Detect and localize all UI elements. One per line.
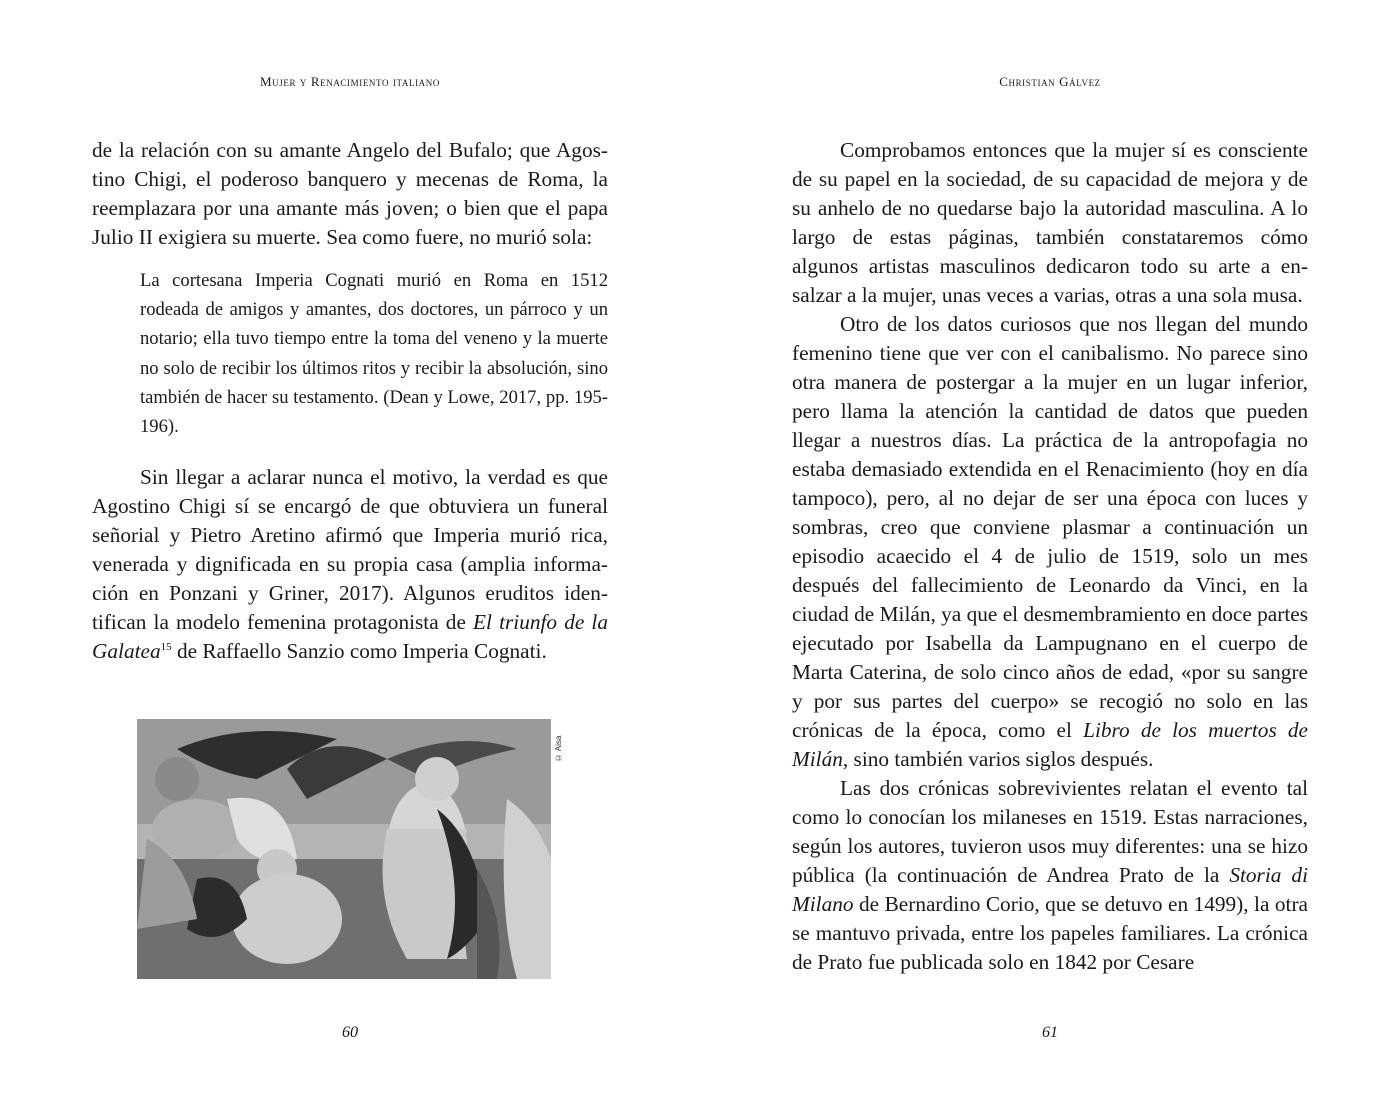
running-head-left: Mujer y Renacimiento italiano bbox=[260, 74, 440, 89]
right-page bbox=[792, 0, 1308, 1114]
artwork-title: El triunfo de la Galatea bbox=[92, 610, 608, 664]
chronicle-title: Storia di Milano bbox=[792, 863, 1308, 916]
galatea-figure bbox=[137, 719, 551, 979]
right-paragraph-2-text-a: Otro de los datos curiosos que nos llegan del mundo femenino tiene que ver con el canibalismo. No parece sino otra manera de postergar a la mujer en un lugar inferior, pero llama la atención la cantidad de datos que pueden llegar a nuestros días. La práctica de la antropofagia no estaba demasiado extendida en el Renacimiento (hoy en día tampoco), pero, al no dejar de ser una época con luces y sombras, creo que conviene plasmar a continuación un episodio acaecido el 4 de julio de 1519, solo un mes después del fallecimiento de Leonardo da Vinci, en la ciudad de Milán, ya que el desmembramiento en doce partes ejecutado por Isabella da Lampugnano en el cuerpo de Marta Caterina, de solo cinco años de edad, «por su sangre y por sus partes del cuerpo» se recogió no solo en las crónicas de la época, como el bbox=[792, 312, 1308, 742]
block-quote: La cortesana Imperia Cognati murió en Roma en 1512 rodeada de amigos y amantes, dos doctores, un párroco y un notario; ella tuvo tiempo entre la toma del veneno y la muerte no solo de recibir los últimos ritos y recibir la absolución, sino también de hacer su testamento. (Dean y Lowe, 2017, pp. 195-196). bbox=[140, 270, 608, 438]
left-paragraph-2-text-a: Sin llegar a aclarar nunca el motivo, la verdad es que Agostino Chigi sí se encargó de que obtuviera un funeral señorial y Pietro Aretino afirmó que Imperia murió rica, venerada y dignificada en su propia casa (amplia información en Ponzani y Griner, 2017). Algunos eruditos identifican la modelo femenina protagonista de bbox=[92, 465, 608, 635]
left-paragraph-1: de la relación con su amante Angelo del Bufalo; que Agostino Chigi, el poderoso banquero y mecenas de Roma, la reemplazara por una amante más joven; o bien que el papa Julio II exigiera su muerte. Sea como fuere, no murió sola: bbox=[92, 138, 608, 249]
galatea-artwork bbox=[137, 719, 551, 979]
right-paragraph-2 bbox=[792, 310, 1308, 774]
right-paragraph-3-text-a: Las dos crónicas sobrevivientes relatan el evento tal como lo conocían los milaneses en 1519. Estas narraciones, según los autores, tuvieron usos muy diferentes: una se hizo pública (la continuación de Andrea Prato de la bbox=[792, 776, 1308, 887]
page-number-left: 60 bbox=[342, 1024, 358, 1041]
right-paragraph-3 bbox=[792, 774, 1308, 977]
right-paragraph-2-text-b: sino también varios siglos después. bbox=[848, 747, 1154, 771]
right-paragraph-1: Comprobamos entonces que la mujer sí es consciente de su papel en la sociedad, de su capacidad de mejora y de su anhelo de no quedarse bajo la autoridad masculina. A lo largo de estas páginas, también constataremos cómo algunos artistas masculinos dedicaron todo su arte a ensalzar a la mujer, unas veces a varias, otras a una sola musa. bbox=[792, 138, 1308, 307]
right-body-text bbox=[792, 136, 1308, 977]
book-title: Libro de los muertos de Milán, bbox=[792, 718, 1308, 771]
figure-credit: © Aisa bbox=[554, 735, 563, 762]
left-page bbox=[92, 0, 608, 1114]
footnote-marker: 15 bbox=[160, 641, 172, 654]
left-paragraph-2-text-b: de Raffaello Sanzio como Imperia Cognati. bbox=[171, 639, 547, 664]
running-head-right: Christian Gálvez bbox=[999, 74, 1101, 89]
left-body-text bbox=[92, 136, 608, 666]
left-paragraph-2 bbox=[92, 463, 608, 666]
right-paragraph-3-text-b: de Bernardino Corio, que se detuvo en 1499), la otra se mantuvo privada, entre los papeles familiares. La crónica de Prato fue publicada solo en 1842 por Cesare bbox=[792, 892, 1308, 974]
page-number-right: 61 bbox=[1042, 1024, 1058, 1041]
